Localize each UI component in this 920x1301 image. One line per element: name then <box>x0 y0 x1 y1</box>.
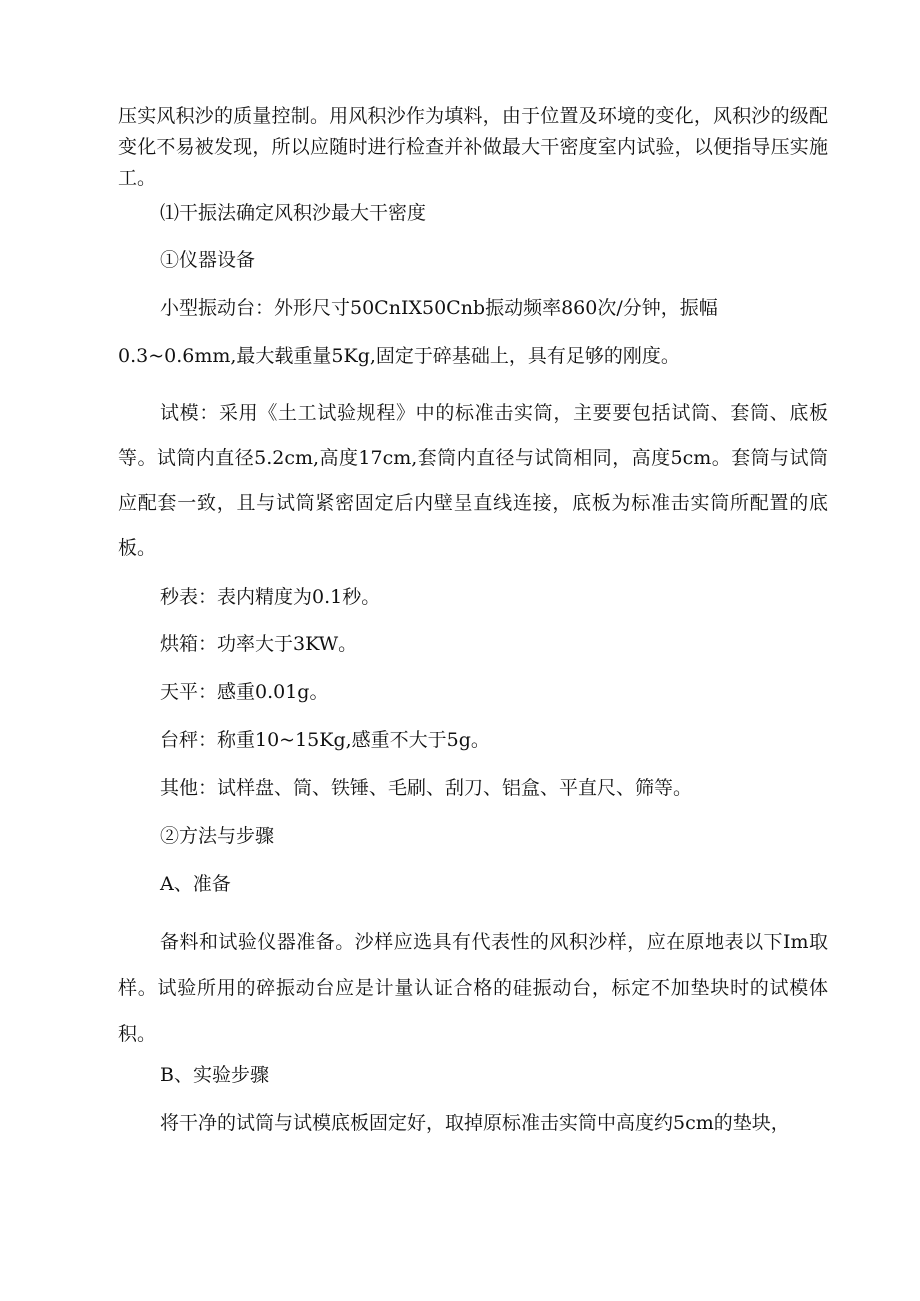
paragraph-vibration-table-line2: 0.3~0.6mm,最大载重量5Kg,固定于碎基础上，具有足够的刚度。 <box>118 345 680 367</box>
paragraph-balance: 天平：感重0.01g。 <box>160 681 329 703</box>
heading-experiment-steps: B、实验步骤 <box>160 1064 269 1086</box>
paragraph-preparation: 备料和试验仪器准备。沙样应选具有代表性的风积沙样，应在原地表以下Im取样。试验所用的碎振动台应是计量认证合格的硅振动台，标定不加垫块时的试模体积。 <box>118 931 828 1045</box>
heading-dry-vibration-method: ⑴干振法确定风积沙最大干密度 <box>160 202 427 224</box>
heading-preparation: A、准备 <box>160 873 231 895</box>
heading-method-steps: ②方法与步骤 <box>160 825 275 847</box>
paragraph-test-mold: 试模：采用《土工试验规程》中的标准击实筒，主要要包括试筒、套筒、底板等。试筒内直径5.2cm,高度17cm,套筒内直径与试筒相同，高度5cm。套筒与试筒应配套一致，且与试筒紧密固定后内壁呈直线连接，底板为标准击实筒所配置的底板。 <box>118 402 828 559</box>
paragraph-experiment-steps: 将干净的试筒与试模底板固定好，取掉原标准击实筒中高度约5cm的垫块， <box>160 1112 790 1134</box>
paragraph-quality-control: 压实风积沙的质量控制。用风积沙作为填料，由于位置及环境的变化，风积沙的级配变化不易被发现，所以应随时进行检查并补做最大干密度室内试验，以便指导压实施工。 <box>118 105 828 189</box>
paragraph-stopwatch: 秒表：表内精度为0.1秒。 <box>160 586 381 608</box>
paragraph-oven: 烘箱：功率大于3KW。 <box>160 633 358 655</box>
heading-equipment: ①仪器设备 <box>160 249 256 271</box>
paragraph-vibration-table-line1: 小型振动台：外形尺寸50CnIX50Cnb振动频率860次/分钟，振幅 <box>160 297 718 319</box>
paragraph-platform-scale: 台秤：称重10~15Kg,感重不大于5g。 <box>160 729 490 751</box>
paragraph-other-tools: 其他：试样盘、筒、铁锤、毛刷、刮刀、铝盒、平直尺、筛等。 <box>160 777 693 799</box>
